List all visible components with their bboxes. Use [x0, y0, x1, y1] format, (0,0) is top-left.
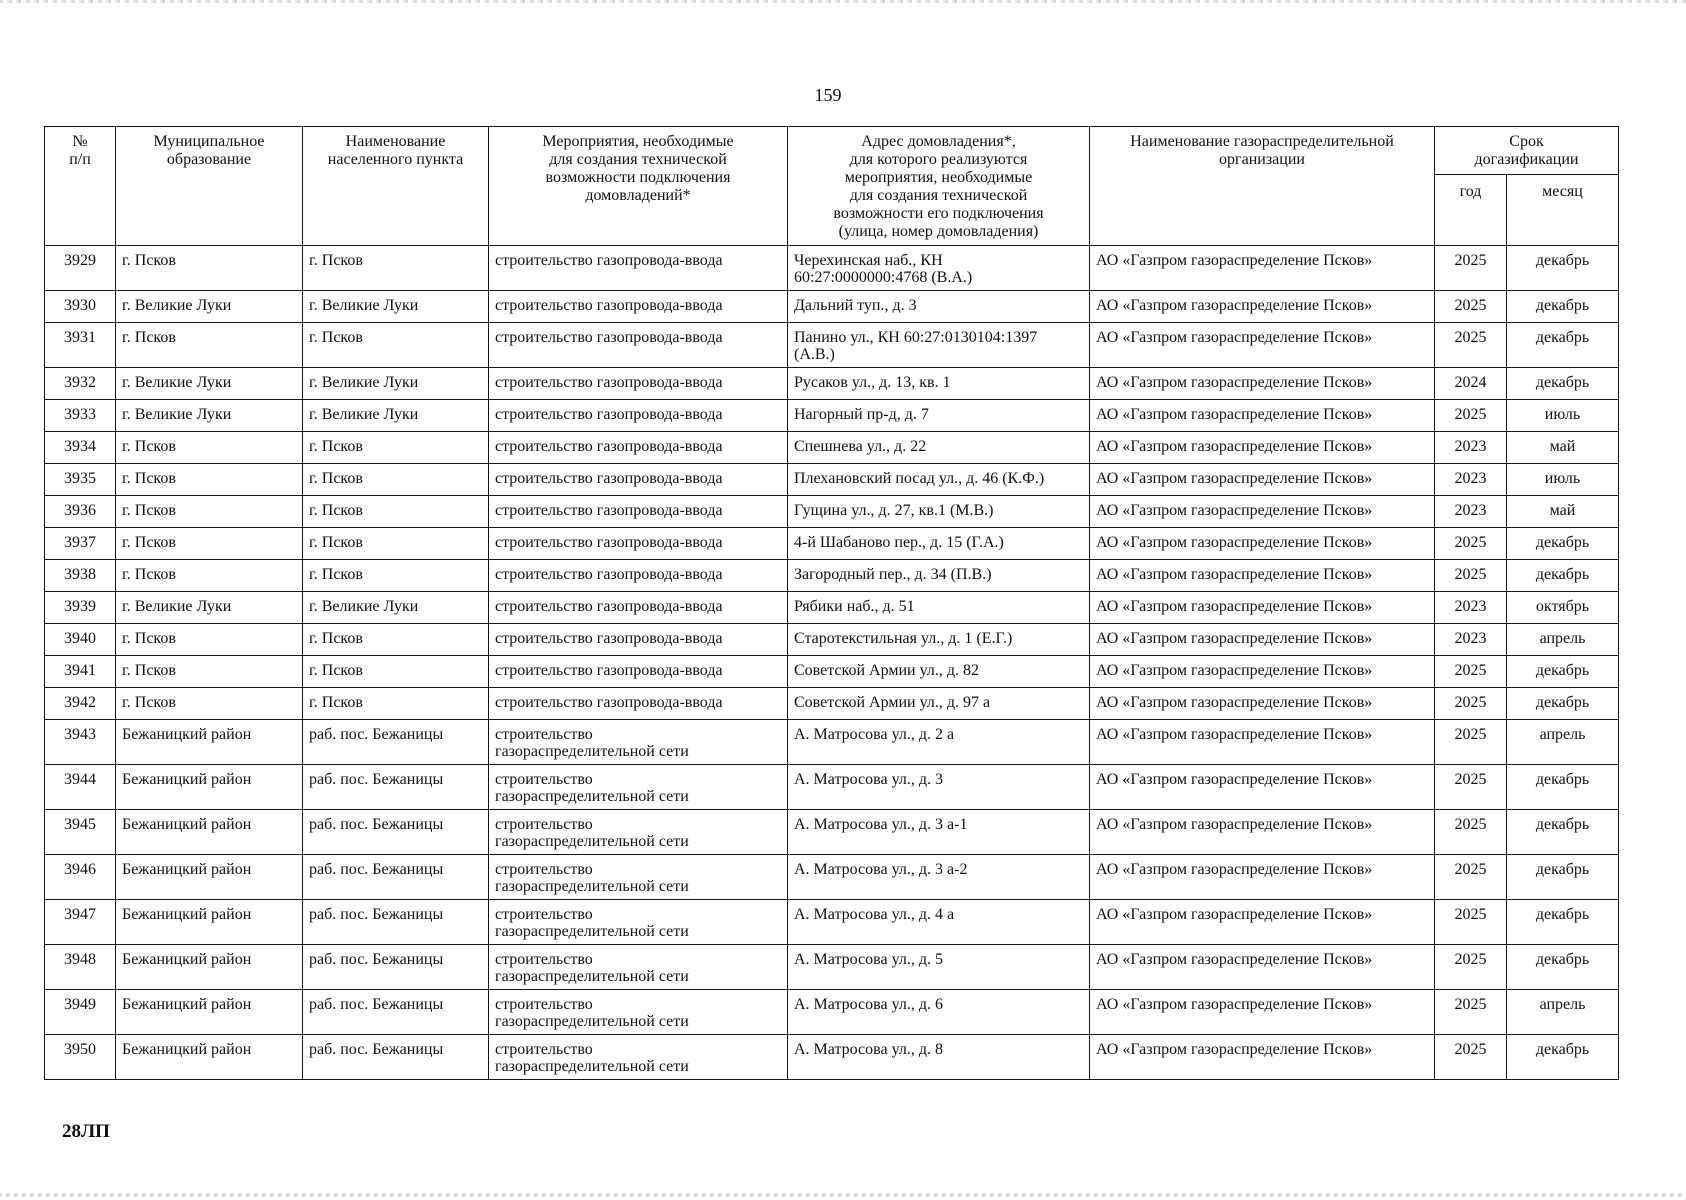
settlement-cell: г. Псков — [303, 624, 489, 656]
settlement-cell: раб. пос. Бежаницы — [303, 765, 489, 810]
organization-cell: АО «Газпром газораспределение Псков» — [1090, 810, 1435, 855]
address-cell: Загородный пер., д. 34 (П.В.) — [788, 560, 1090, 592]
settlement-cell: г. Псков — [303, 688, 489, 720]
address-cell: А. Матросова ул., д. 3 а-2 — [788, 855, 1090, 900]
row-number: 3947 — [45, 900, 116, 945]
header-settlement-label: Наименование населенного пункта — [327, 133, 464, 168]
month-cell: декабрь — [1507, 945, 1619, 990]
municipality-cell: Бежаницкий район — [116, 810, 303, 855]
header-deadline — [1435, 127, 1619, 175]
settlement-cell: г. Псков — [303, 496, 489, 528]
organization-cell: АО «Газпром газораспределение Псков» — [1090, 368, 1435, 400]
address-cell: Панино ул., КН 60:27:0130104:1397 (А.В.) — [788, 323, 1090, 368]
year-cell: 2025 — [1435, 688, 1507, 720]
month-cell: июль — [1507, 464, 1619, 496]
row-number: 3943 — [45, 720, 116, 765]
municipality-cell: г. Великие Луки — [116, 592, 303, 624]
municipality-cell: г. Псков — [116, 464, 303, 496]
table-row — [45, 291, 1619, 323]
row-number: 3938 — [45, 560, 116, 592]
row-number: 3940 — [45, 624, 116, 656]
settlement-cell: г. Великие Луки — [303, 400, 489, 432]
settlement-cell: раб. пос. Бежаницы — [303, 990, 489, 1035]
month-cell: декабрь — [1507, 810, 1619, 855]
row-number: 3932 — [45, 368, 116, 400]
row-number: 3935 — [45, 464, 116, 496]
address-cell: Дальний туп., д. 3 — [788, 291, 1090, 323]
row-number: 3945 — [45, 810, 116, 855]
municipality-cell: Бежаницкий район — [116, 990, 303, 1035]
year-cell: 2025 — [1435, 900, 1507, 945]
year-cell: 2025 — [1435, 323, 1507, 368]
year-cell: 2025 — [1435, 1035, 1507, 1080]
settlement-cell: раб. пос. Бежаницы — [303, 1035, 489, 1080]
settlement-cell: г. Великие Луки — [303, 368, 489, 400]
measure-cell: строительство газораспределительной сети — [489, 855, 788, 900]
settlement-cell: г. Псков — [303, 246, 489, 291]
organization-cell: АО «Газпром газораспределение Псков» — [1090, 765, 1435, 810]
municipality-cell: Бежаницкий район — [116, 855, 303, 900]
year-cell: 2023 — [1435, 496, 1507, 528]
month-cell: апрель — [1507, 720, 1619, 765]
year-cell: 2025 — [1435, 528, 1507, 560]
municipality-cell: г. Псков — [116, 560, 303, 592]
measure-cell: строительство газораспределительной сети — [489, 720, 788, 765]
address-cell: А. Матросова ул., д. 6 — [788, 990, 1090, 1035]
measure-cell: строительство газопровода-ввода — [489, 368, 788, 400]
settlement-cell: г. Псков — [303, 560, 489, 592]
header-address-label: Адрес домовладения*, для которого реализуются мероприятия, необходимые для создания технической возможности его подключения (улица, номер домовладения) — [833, 133, 1044, 240]
header-address — [788, 127, 1090, 246]
organization-cell: АО «Газпром газораспределение Псков» — [1090, 323, 1435, 368]
header-row — [45, 127, 1619, 175]
month-cell: июль — [1507, 400, 1619, 432]
organization-cell: АО «Газпром газораспределение Псков» — [1090, 688, 1435, 720]
address-cell: Гущина ул., д. 27, кв.1 (М.В.) — [788, 496, 1090, 528]
address-cell: А. Матросова ул., д. 5 — [788, 945, 1090, 990]
month-cell: апрель — [1507, 624, 1619, 656]
organization-cell: АО «Газпром газораспределение Псков» — [1090, 720, 1435, 765]
organization-cell: АО «Газпром газораспределение Псков» — [1090, 900, 1435, 945]
municipality-cell: г. Псков — [116, 688, 303, 720]
month-cell: апрель — [1507, 990, 1619, 1035]
header-month — [1507, 175, 1619, 246]
measure-cell: строительство газопровода-ввода — [489, 560, 788, 592]
row-number: 3941 — [45, 656, 116, 688]
scan-edge-bottom — [0, 1193, 1686, 1197]
municipality-cell: г. Псков — [116, 528, 303, 560]
organization-cell: АО «Газпром газораспределение Псков» — [1090, 496, 1435, 528]
row-number: 3933 — [45, 400, 116, 432]
month-cell: октябрь — [1507, 592, 1619, 624]
month-cell: май — [1507, 432, 1619, 464]
header-organization-label: Наименование газораспределительной организации — [1130, 133, 1394, 168]
header-organization — [1090, 127, 1435, 246]
address-cell: Старотекстильная ул., д. 1 (Е.Г.) — [788, 624, 1090, 656]
year-cell: 2023 — [1435, 592, 1507, 624]
year-cell: 2025 — [1435, 810, 1507, 855]
municipality-cell: г. Псков — [116, 323, 303, 368]
municipality-cell: г. Псков — [116, 432, 303, 464]
organization-cell: АО «Газпром газораспределение Псков» — [1090, 592, 1435, 624]
row-number: 3937 — [45, 528, 116, 560]
measure-cell: строительство газопровода-ввода — [489, 592, 788, 624]
table-row — [45, 810, 1619, 855]
table-row — [45, 945, 1619, 990]
month-cell: декабрь — [1507, 368, 1619, 400]
table-row — [45, 246, 1619, 291]
measure-cell: строительство газопровода-ввода — [489, 400, 788, 432]
municipality-cell: г. Псков — [116, 656, 303, 688]
organization-cell: АО «Газпром газораспределение Псков» — [1090, 855, 1435, 900]
row-number: 3942 — [45, 688, 116, 720]
settlement-cell: раб. пос. Бежаницы — [303, 720, 489, 765]
year-cell: 2025 — [1435, 765, 1507, 810]
row-number: 3946 — [45, 855, 116, 900]
address-cell: Плехановский посад ул., д. 46 (К.Ф.) — [788, 464, 1090, 496]
address-cell: Русаков ул., д. 13, кв. 1 — [788, 368, 1090, 400]
gasification-table — [44, 126, 1619, 1080]
header-year-label: год — [1459, 183, 1482, 200]
row-number: 3939 — [45, 592, 116, 624]
row-number: 3934 — [45, 432, 116, 464]
row-number: 3948 — [45, 945, 116, 990]
table-header — [45, 127, 1619, 246]
table-row — [45, 656, 1619, 688]
month-cell: декабрь — [1507, 560, 1619, 592]
municipality-cell: г. Великие Луки — [116, 291, 303, 323]
year-cell: 2024 — [1435, 368, 1507, 400]
address-cell: 4-й Шабаново пер., д. 15 (Г.А.) — [788, 528, 1090, 560]
month-cell: декабрь — [1507, 855, 1619, 900]
organization-cell: АО «Газпром газораспределение Псков» — [1090, 528, 1435, 560]
scan-edge-top — [0, 0, 1686, 3]
header-municipality-label: Муниципальное образование — [153, 133, 265, 168]
organization-cell: АО «Газпром газораспределение Псков» — [1090, 464, 1435, 496]
organization-cell: АО «Газпром газораспределение Псков» — [1090, 624, 1435, 656]
footer-code: 28ЛП — [62, 1121, 110, 1142]
table-row — [45, 323, 1619, 368]
table-row — [45, 688, 1619, 720]
settlement-cell: раб. пос. Бежаницы — [303, 855, 489, 900]
measure-cell: строительство газопровода-ввода — [489, 432, 788, 464]
measure-cell: строительство газопровода-ввода — [489, 291, 788, 323]
organization-cell: АО «Газпром газораспределение Псков» — [1090, 400, 1435, 432]
organization-cell: АО «Газпром газораспределение Псков» — [1090, 945, 1435, 990]
page-number: 159 — [814, 85, 842, 105]
header-year — [1435, 175, 1507, 246]
measure-cell: строительство газопровода-ввода — [489, 496, 788, 528]
table-row — [45, 496, 1619, 528]
measure-cell: строительство газораспределительной сети — [489, 945, 788, 990]
year-cell: 2025 — [1435, 855, 1507, 900]
measure-cell: строительство газопровода-ввода — [489, 656, 788, 688]
settlement-cell: раб. пос. Бежаницы — [303, 900, 489, 945]
address-cell: Советской Армии ул., д. 97 а — [788, 688, 1090, 720]
year-cell: 2025 — [1435, 945, 1507, 990]
address-cell: Рябики наб., д. 51 — [788, 592, 1090, 624]
address-cell: А. Матросова ул., д. 3 — [788, 765, 1090, 810]
settlement-cell: г. Псков — [303, 656, 489, 688]
header-measures-label: Мероприятия, необходимые для создания технической возможности подключения домовладений* — [542, 133, 734, 204]
table-row — [45, 990, 1619, 1035]
organization-cell: АО «Газпром газораспределение Псков» — [1090, 432, 1435, 464]
table-row — [45, 464, 1619, 496]
year-cell: 2025 — [1435, 400, 1507, 432]
organization-cell: АО «Газпром газораспределение Псков» — [1090, 291, 1435, 323]
address-cell: А. Матросова ул., д. 8 — [788, 1035, 1090, 1080]
year-cell: 2023 — [1435, 464, 1507, 496]
month-cell: декабрь — [1507, 656, 1619, 688]
municipality-cell: г. Псков — [116, 624, 303, 656]
address-cell: А. Матросова ул., д. 4 а — [788, 900, 1090, 945]
measure-cell: строительство газопровода-ввода — [489, 246, 788, 291]
header-num — [45, 127, 116, 246]
table-row — [45, 855, 1619, 900]
table-row — [45, 368, 1619, 400]
year-cell: 2025 — [1435, 990, 1507, 1035]
settlement-cell: г. Псков — [303, 323, 489, 368]
municipality-cell: Бежаницкий район — [116, 720, 303, 765]
organization-cell: АО «Газпром газораспределение Псков» — [1090, 1035, 1435, 1080]
header-month-label: месяц — [1542, 183, 1583, 200]
table-row — [45, 528, 1619, 560]
table-row — [45, 765, 1619, 810]
table-row — [45, 1035, 1619, 1080]
year-cell: 2025 — [1435, 246, 1507, 291]
month-cell: декабрь — [1507, 900, 1619, 945]
municipality-cell: г. Великие Луки — [116, 400, 303, 432]
header-municipality — [116, 127, 303, 246]
year-cell: 2023 — [1435, 432, 1507, 464]
address-cell: Черехинская наб., КН 60:27:0000000:4768 (В.А.) — [788, 246, 1090, 291]
settlement-cell: раб. пос. Бежаницы — [303, 945, 489, 990]
header-deadline-label: Срок догазификации — [1474, 133, 1579, 168]
settlement-cell: г. Псков — [303, 432, 489, 464]
table-row — [45, 560, 1619, 592]
municipality-cell: Бежаницкий район — [116, 1035, 303, 1080]
municipality-cell: г. Великие Луки — [116, 368, 303, 400]
header-num-label: № п/п — [69, 133, 91, 168]
measure-cell: строительство газопровода-ввода — [489, 323, 788, 368]
address-cell: Спешнева ул., д. 22 — [788, 432, 1090, 464]
row-number: 3950 — [45, 1035, 116, 1080]
year-cell: 2025 — [1435, 720, 1507, 765]
measure-cell: строительство газопровода-ввода — [489, 464, 788, 496]
organization-cell: АО «Газпром газораспределение Псков» — [1090, 560, 1435, 592]
organization-cell: АО «Газпром газораспределение Псков» — [1090, 656, 1435, 688]
organization-cell: АО «Газпром газораспределение Псков» — [1090, 990, 1435, 1035]
settlement-cell: г. Великие Луки — [303, 592, 489, 624]
table-row — [45, 720, 1619, 765]
row-number: 3936 — [45, 496, 116, 528]
settlement-cell: раб. пос. Бежаницы — [303, 810, 489, 855]
measure-cell: строительство газораспределительной сети — [489, 990, 788, 1035]
measure-cell: строительство газопровода-ввода — [489, 624, 788, 656]
table-row — [45, 624, 1619, 656]
measure-cell: строительство газораспределительной сети — [489, 1035, 788, 1080]
organization-cell: АО «Газпром газораспределение Псков» — [1090, 246, 1435, 291]
year-cell: 2023 — [1435, 624, 1507, 656]
year-cell: 2025 — [1435, 656, 1507, 688]
measure-cell: строительство газопровода-ввода — [489, 688, 788, 720]
settlement-cell: г. Псков — [303, 464, 489, 496]
municipality-cell: г. Псков — [116, 246, 303, 291]
table-row — [45, 400, 1619, 432]
address-cell: А. Матросова ул., д. 2 а — [788, 720, 1090, 765]
measure-cell: строительство газораспределительной сети — [489, 765, 788, 810]
header-measures — [489, 127, 788, 246]
measure-cell: строительство газопровода-ввода — [489, 528, 788, 560]
month-cell: декабрь — [1507, 291, 1619, 323]
settlement-cell: г. Великие Луки — [303, 291, 489, 323]
municipality-cell: Бежаницкий район — [116, 945, 303, 990]
row-number: 3929 — [45, 246, 116, 291]
table-row — [45, 900, 1619, 945]
settlement-cell: г. Псков — [303, 528, 489, 560]
municipality-cell: г. Псков — [116, 496, 303, 528]
month-cell: декабрь — [1507, 765, 1619, 810]
month-cell: декабрь — [1507, 688, 1619, 720]
municipality-cell: Бежаницкий район — [116, 900, 303, 945]
measure-cell: строительство газораспределительной сети — [489, 900, 788, 945]
table-row — [45, 432, 1619, 464]
year-cell: 2025 — [1435, 560, 1507, 592]
month-cell: декабрь — [1507, 323, 1619, 368]
row-number: 3930 — [45, 291, 116, 323]
month-cell: декабрь — [1507, 246, 1619, 291]
municipality-cell: Бежаницкий район — [116, 765, 303, 810]
year-cell: 2025 — [1435, 291, 1507, 323]
month-cell: май — [1507, 496, 1619, 528]
row-number: 3949 — [45, 990, 116, 1035]
table-row — [45, 592, 1619, 624]
month-cell: декабрь — [1507, 528, 1619, 560]
row-number: 3931 — [45, 323, 116, 368]
month-cell: декабрь — [1507, 1035, 1619, 1080]
measure-cell: строительство газораспределительной сети — [489, 810, 788, 855]
address-cell: Советской Армии ул., д. 82 — [788, 656, 1090, 688]
table-body — [45, 246, 1619, 1080]
header-settlement — [303, 127, 489, 246]
row-number: 3944 — [45, 765, 116, 810]
address-cell: А. Матросова ул., д. 3 а-1 — [788, 810, 1090, 855]
address-cell: Нагорный пр-д, д. 7 — [788, 400, 1090, 432]
